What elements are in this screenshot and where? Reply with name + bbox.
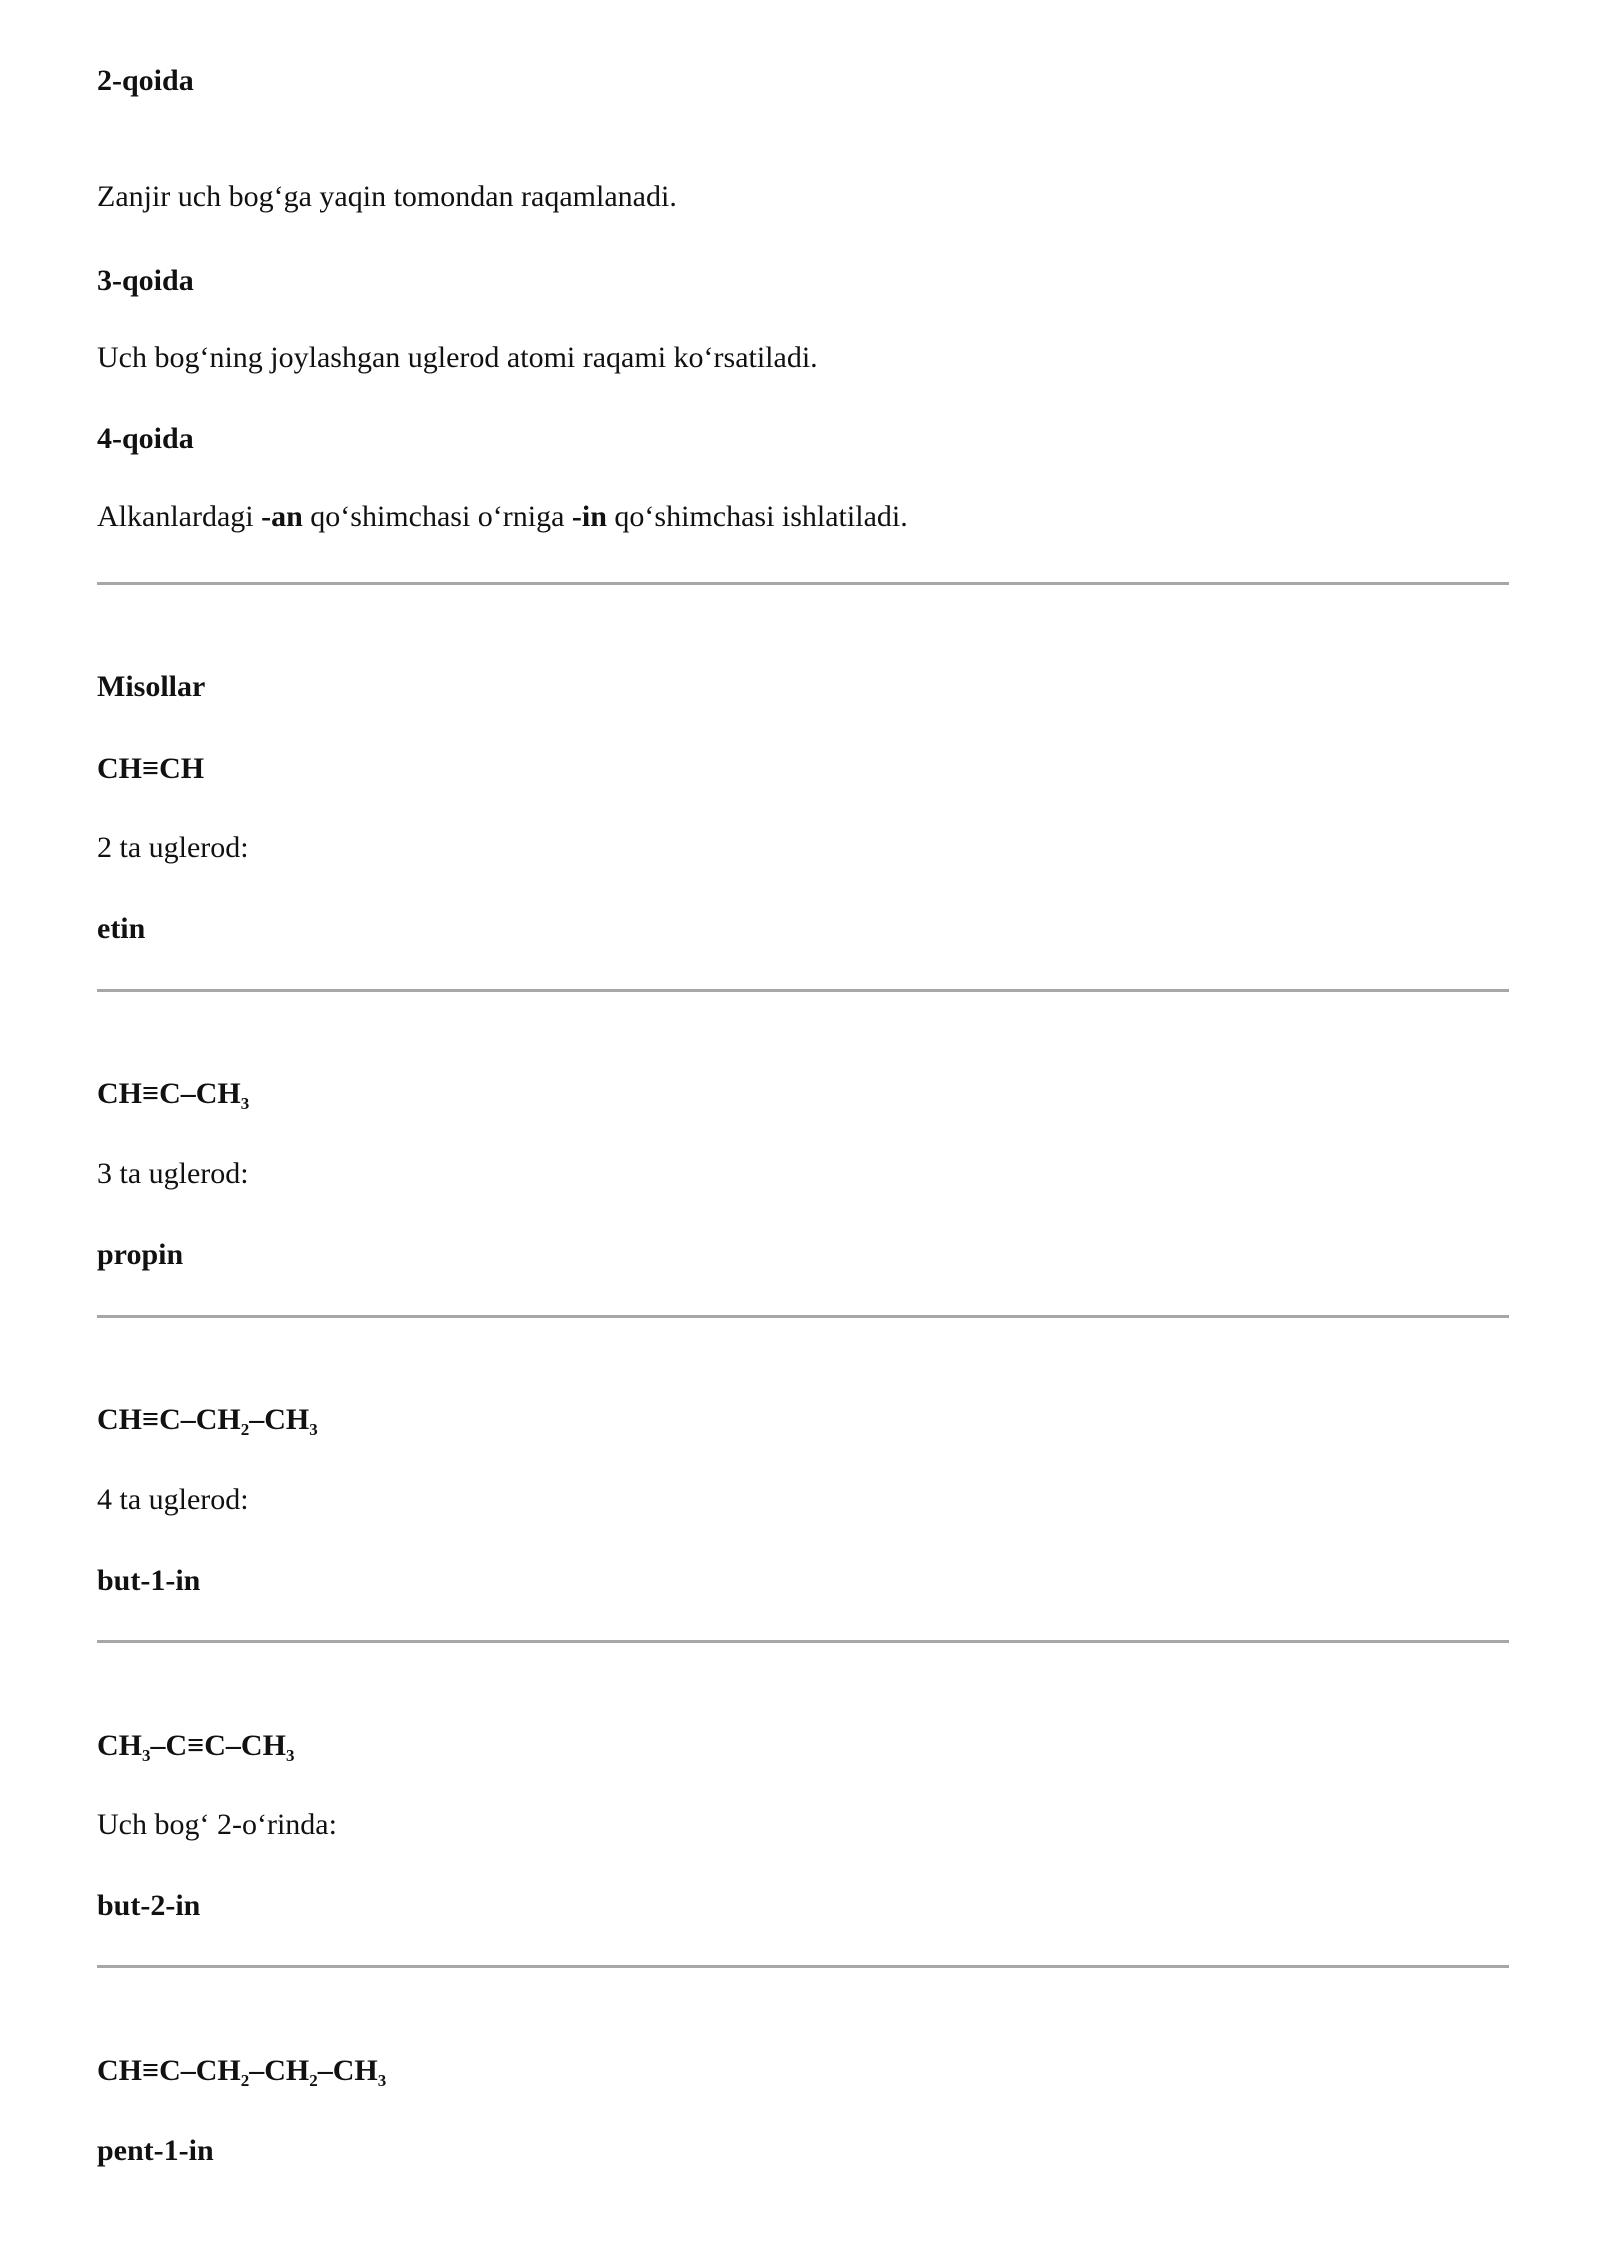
formula-subscript: 2 <box>240 2071 250 2090</box>
example-3-formula <box>97 1402 318 1438</box>
rule-4-heading: 4-qoida <box>97 422 194 455</box>
example-5-formula <box>97 2053 386 2089</box>
formula-segment: CH≡CH <box>97 752 205 785</box>
formula-subscript: 3 <box>285 1746 295 1765</box>
formula-segment: CH <box>97 1729 142 1762</box>
formula-subscript: 3 <box>240 1094 250 1113</box>
rule-3-text: Uch bog‘ning joylashgan uglerod atomi raqami ko‘rsatiladi. <box>97 341 818 374</box>
formula-subscript: 2 <box>240 1420 250 1439</box>
example-2-description: 3 ta uglerod: <box>97 1157 249 1190</box>
example-2-name: propin <box>97 1238 184 1271</box>
formula-segment: CH≡C–CH <box>97 1077 241 1110</box>
formula-subscript: 3 <box>309 1420 318 1439</box>
example-4-formula <box>97 1728 294 1764</box>
formula-subscript: 3 <box>377 2071 387 2090</box>
suffix-in: -in <box>571 500 607 533</box>
rule-2-text: Zanjir uch bog‘ga yaqin tomondan raqamlanadi. <box>97 180 677 213</box>
formula-segment: CH≡C–CH <box>97 1403 241 1436</box>
example-1-name: etin <box>97 912 146 945</box>
examples-heading: Misollar <box>97 670 206 703</box>
rule-4-text-part: Alkanlardagi <box>97 500 262 533</box>
rule-4-text-part: qo‘shimchasi o‘rniga <box>302 500 572 533</box>
rule-3-heading: 3-qoida <box>97 264 194 297</box>
formula-segment: –C≡C–CH <box>150 1729 286 1762</box>
formula-segment: –CH <box>249 2054 310 2087</box>
example-divider <box>97 1315 1509 1318</box>
rule-4-text-part: qo‘shimchasi ishlatiladi. <box>606 500 908 533</box>
formula-segment: CH≡C–CH <box>97 2054 241 2087</box>
formula-segment: –CH <box>249 1403 310 1436</box>
example-divider <box>97 1965 1509 1968</box>
example-1-description: 2 ta uglerod: <box>97 831 249 864</box>
rule-2-heading: 2-qoida <box>97 64 194 97</box>
example-5-name: pent-1-in <box>97 2134 214 2167</box>
example-divider <box>97 1640 1509 1643</box>
example-4-description: Uch bog‘ 2-o‘rinda: <box>97 1808 337 1841</box>
formula-subscript: 3 <box>142 1746 151 1765</box>
rule-4-text <box>97 499 908 535</box>
suffix-an: -an <box>261 500 303 533</box>
example-2-formula <box>97 1076 249 1112</box>
section-divider <box>97 582 1509 585</box>
example-4-name: but-2-in <box>97 1889 201 1922</box>
example-3-description: 4 ta uglerod: <box>97 1483 249 1516</box>
example-divider <box>97 989 1509 992</box>
example-3-name: but-1-in <box>97 1564 201 1597</box>
formula-subscript: 2 <box>309 2071 318 2090</box>
formula-segment: –CH <box>317 2054 378 2087</box>
example-1-formula <box>97 751 204 787</box>
